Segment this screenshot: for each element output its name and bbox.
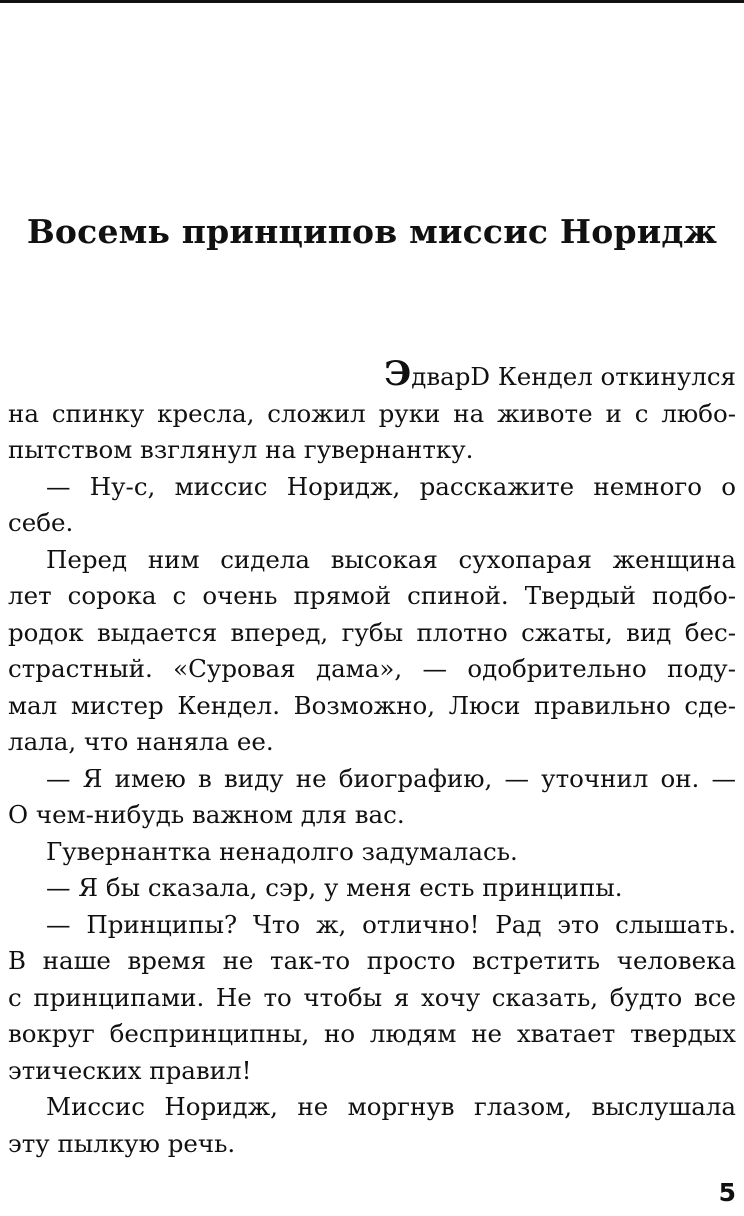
page-number: 5: [718, 1178, 736, 1207]
text-line: родок выдается вперед, губы плотно сжаты, вид бес-: [8, 617, 736, 647]
text-line: В наше время не так-то просто встретить человека: [8, 946, 736, 975]
text-line: страстный. «Суровая дама», — одобрительно поду-: [8, 654, 736, 683]
dropcap: Э: [384, 354, 412, 394]
text-line: Гувернантка ненадолго задумалась.: [46, 836, 518, 866]
opening-line: [8, 354, 736, 396]
text-line: — Я бы сказала, сэр, у меня есть принципы.: [46, 873, 623, 902]
text-line: — Я имею в виду не биографию, — уточнил он. —: [46, 763, 736, 793]
text-line: Миссис Норидж, не моргнув глазом, выслушала: [46, 1092, 736, 1121]
text-line: себе.: [8, 508, 74, 537]
text-line: — Принципы? Что ж, отлично! Рад это слышать.: [46, 909, 736, 939]
text-line: с принципами. Не то чтобы я хочу сказать, будто все: [8, 982, 736, 1012]
text-line: эту пылкую речь.: [8, 1128, 236, 1158]
chapter-title: Восемь принципов миссис Норидж: [26, 212, 718, 251]
text-line: пытством взглянул на гувернантку.: [8, 435, 474, 464]
text-line: вокруг беспринципны, но людям не хватает твердых: [8, 1019, 736, 1048]
text-line: мал мистер Кендел. Возможно, Люси правильно сде-: [8, 690, 736, 720]
text-line: — Ну-с, миссис Норидж, расскажите немного о: [46, 471, 736, 501]
text-line: О чем-нибудь важном для вас.: [8, 800, 405, 829]
text-line: лет сорока с очень прямой спиной. Твердый подбо-: [8, 581, 736, 610]
text-line: лала, что наняла ее.: [8, 727, 274, 756]
text-line: Перед ним сидела высокая сухопарая женщина: [46, 544, 736, 574]
top-rule: [0, 0, 744, 3]
opening-line-text: дварD Кендел откинулся: [411, 362, 736, 391]
text-line: на спинку кресла, сложил руки на животе и с любо-: [8, 398, 736, 428]
body-text: [8, 354, 736, 1162]
text-line: этических правил!: [8, 1055, 252, 1085]
